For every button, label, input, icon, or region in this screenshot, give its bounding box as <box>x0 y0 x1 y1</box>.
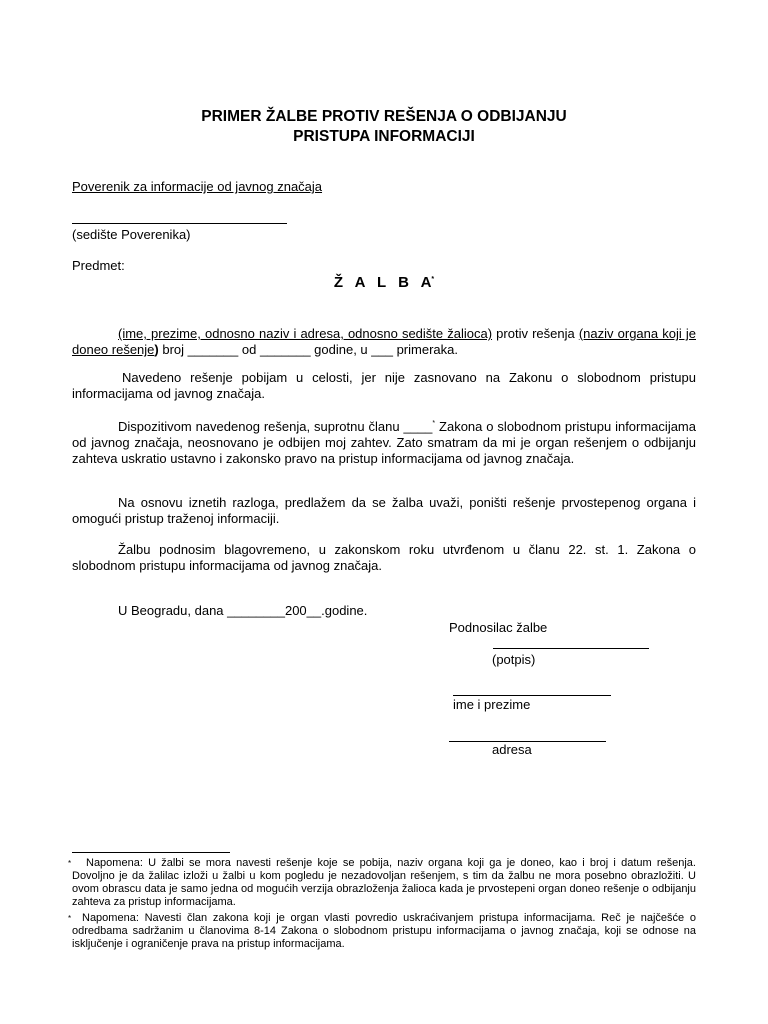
p3-footnote-mark: * <box>432 420 436 427</box>
submitter-label: Podnosilac žalbe <box>449 620 548 635</box>
signature-line <box>493 634 649 649</box>
p3-text-b: Zakona o slobodnom pristupu informacijama od javnog značaja, neosnovano je odbijen moj zahtev. Zato smatram da mi je organ rešenjem o odbijanju zahteva uskratio ustavno i zakonsko pravo na pristup informacijama od javnog značaja. <box>72 419 696 466</box>
addressee-seat-line <box>72 209 287 224</box>
subject-label: Predmet: <box>72 258 125 273</box>
paragraph-3 <box>72 416 696 467</box>
paragraph-5: Žalbu podnosim blagovremeno, u zakonskom roku utvrđenom u članu 22. st. 1. Zakona o slobodnom pristupu informacijama od javnog značaja. <box>72 542 696 573</box>
footnote-1 <box>68 857 696 909</box>
paragraph-4: Na osnovu iznetih razloga, predlažem da se žalba uvaži, poništi rešenje prvostepenog organa i omogući pristup traženoj informaciji. <box>72 495 696 526</box>
footnote-1-mark: * <box>68 859 72 868</box>
addressee-name: Poverenik za informacije od javnog značaja <box>72 179 323 194</box>
paragraph-1 <box>72 326 696 358</box>
p3-text-a: Dispozitivom navedenog rešenja, suprotnu članu ____ <box>118 419 433 434</box>
paragraph-2: Navedeno rešenje pobijam u celosti, jer nije zasnovano na Zakonu o slobodnom pristupu informacijama od javnog značaja. <box>72 370 696 401</box>
signature-label: (potpis) <box>492 652 536 667</box>
p1-against: protiv rešenja <box>492 326 579 341</box>
address-label: adresa <box>492 742 532 757</box>
place-date: U Beogradu, dana ________200__.godine. <box>118 603 368 618</box>
authority-placeholder: (naziv organa koji je doneo rešenje <box>72 326 696 357</box>
name-line <box>453 681 611 696</box>
footnote-2-mark: * <box>68 914 72 923</box>
document-title-line2: PRISTUPA INFORMACIJI <box>293 128 475 145</box>
p1-number-date: broj _______ od _______ godine, u ___ primeraka. <box>158 342 458 357</box>
address-line <box>449 727 606 742</box>
complainant-placeholder: (ime, prezime, odnosno naziv i adresa, odnosno sedište žalioca) <box>118 326 493 341</box>
p1-close-paren: ) <box>154 342 159 357</box>
addressee-seat-label: (sedište Poverenika) <box>72 227 191 242</box>
complaint-heading-text: Ž A L B A <box>333 274 432 291</box>
heading-footnote-mark: * <box>431 276 435 283</box>
footnote-1-text: Napomena: U žalbi se mora navesti rešenje koje se pobija, naziv organa koji ga je doneo, kao i broj i datum rešenja. Dovoljno je da žalilac izloži u žalbi u kom pogledu je nezadovoljan rešenjem, s tim da žalbu ne mora posebno obrazložiti. U ovom obrascu data je samo jedna od mogućih verzija obrazloženja žalioca kada je prvostepeni organ doneo rešenje o odbijanju zahteva za pristup informacijama. <box>72 857 696 908</box>
footnote-2-text: Napomena: Navesti član zakona koji je organ vlasti povredio uskraćivanjem pristupa informacijama. Reč je najčešće o odredbama sadržanim u članovima 8-14 Zakona o slobodnom pristupu informacijama o javnog značaja, koji se odnose na isključenje i ograničenje prava na pristup informacijama. <box>72 912 696 950</box>
document-title-line1: PRIMER ŽALBE PROTIV REŠENJA O ODBIJANJU <box>201 108 567 125</box>
name-label: ime i prezime <box>453 697 531 712</box>
footnote-separator <box>72 852 230 853</box>
complaint-heading <box>0 274 768 291</box>
footnote-2 <box>68 912 696 951</box>
